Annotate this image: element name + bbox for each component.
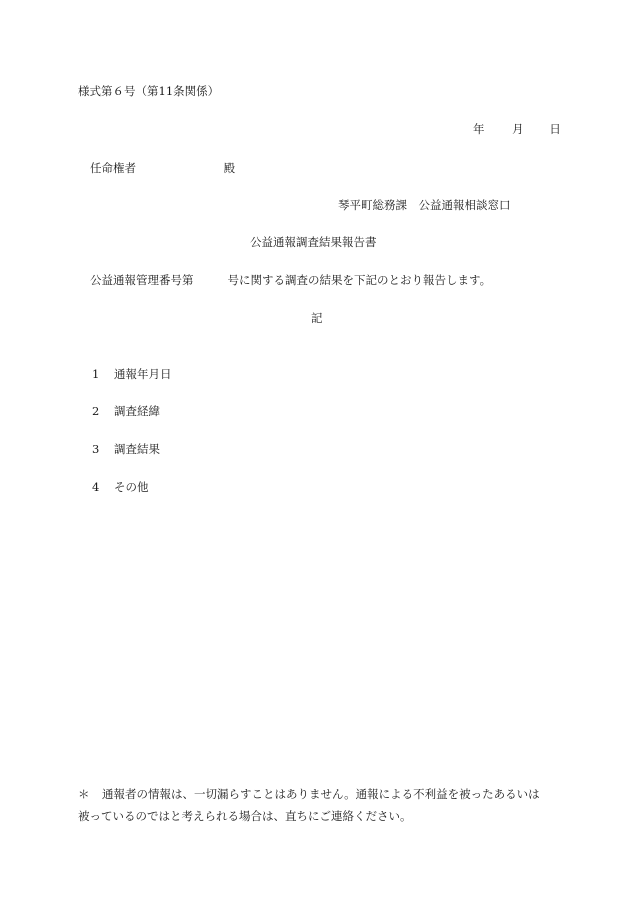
- body-text: [90, 275, 491, 287]
- footnote-text-1: 通報者の情報は、一切漏らすことはありません。通報による不利益を被ったあるいは: [102, 787, 540, 801]
- item-number: 4: [92, 480, 100, 494]
- footnote-line-1: [78, 783, 540, 805]
- footnote: [78, 783, 540, 827]
- item-label: その他: [114, 480, 149, 494]
- date-day-label: 日: [549, 122, 561, 136]
- addressee-title: 任命権者: [90, 161, 136, 175]
- date-line: [473, 124, 561, 136]
- date-year-label: 年: [473, 122, 485, 136]
- sender: 琴平町総務課 公益通報相談窓口: [338, 198, 511, 212]
- item-label: 調査結果: [114, 442, 160, 456]
- footnote-line-2: 被っているのではと考えられる場合は、直ちにご連絡ください。: [78, 809, 412, 823]
- body-prefix: 公益通報管理番号第: [90, 273, 194, 287]
- item-number: 1: [92, 367, 100, 381]
- body-suffix: 号に関する調査の結果を下記のとおり報告します。: [227, 273, 492, 287]
- ki-label: 記: [311, 311, 323, 325]
- item-number: 2: [92, 404, 100, 418]
- date-month-label: 月: [512, 122, 524, 136]
- list-item: [92, 444, 160, 456]
- list-item: [92, 406, 160, 418]
- list-item: [92, 482, 149, 494]
- addressee: [90, 163, 235, 175]
- item-label: 通報年月日: [114, 367, 172, 381]
- form-number: 様式第６号（第11条関係）: [78, 84, 220, 98]
- item-label: 調査経緯: [114, 404, 160, 418]
- footnote-mark: ＊: [78, 787, 90, 801]
- addressee-honorific: 殿: [223, 161, 236, 175]
- item-number: 3: [92, 442, 100, 456]
- report-title: 公益通報調査結果報告書: [250, 235, 377, 249]
- list-item: [92, 369, 172, 381]
